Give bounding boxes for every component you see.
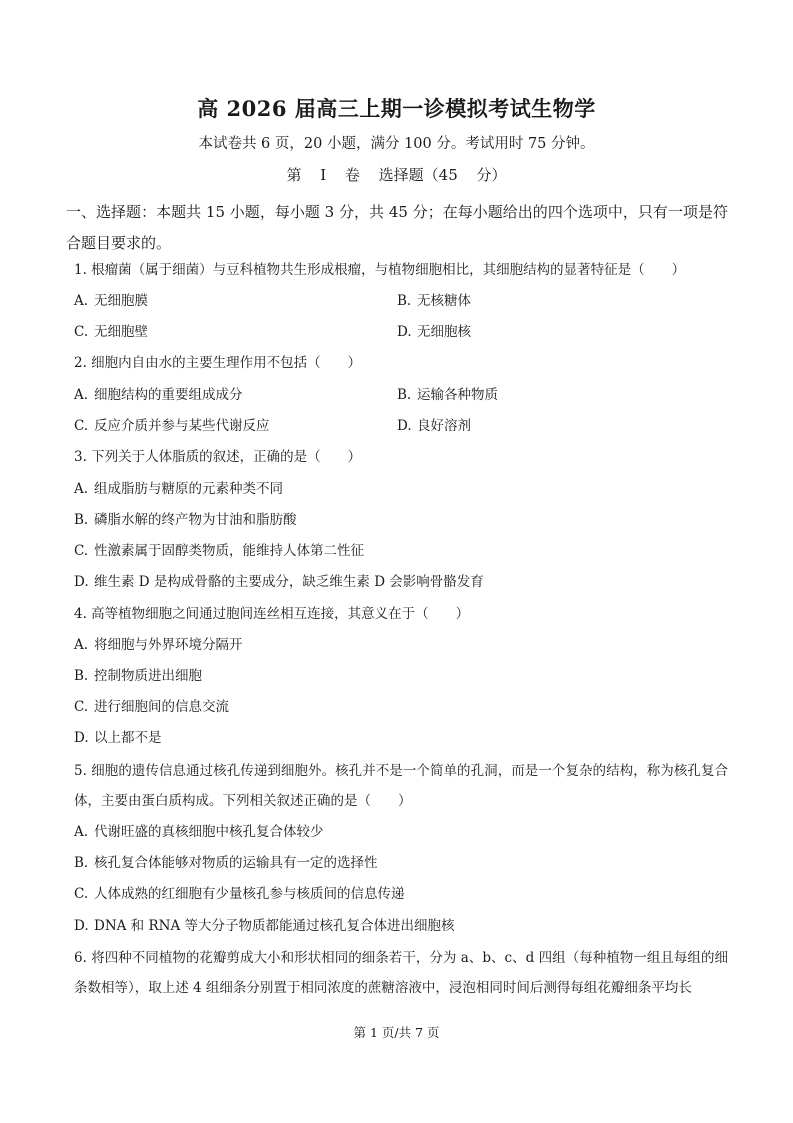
question-2-option-a (74, 386, 243, 405)
option-text: 磷脂水解的终产物为甘油和脂肪酸 (94, 512, 297, 528)
option-letter: D. (74, 574, 89, 590)
option-letter: B. (74, 855, 89, 871)
option-text: 无细胞膜 (94, 293, 148, 309)
question-3-option-b (74, 511, 297, 530)
option-text: 代谢旺盛的真核细胞中核孔复合体较少 (94, 824, 324, 840)
option-text: 无细胞壁 (94, 324, 148, 340)
question-2-option-c (74, 417, 270, 436)
option-letter: D. (397, 418, 412, 434)
option-letter: D. (74, 730, 89, 746)
option-text: 进行细胞间的信息交流 (94, 699, 229, 715)
question-2-stem: 2. 细胞内自由水的主要生理作用不包括（ ） (74, 355, 362, 371)
option-text: 以上都不是 (94, 730, 162, 746)
option-letter: B. (74, 512, 89, 528)
option-text: 无核糖体 (417, 293, 471, 309)
option-letter: A. (74, 824, 89, 840)
option-letter: C. (74, 886, 89, 902)
question-4-option-d (74, 729, 162, 748)
option-letter: B. (397, 293, 412, 309)
question-5-option-c (74, 885, 405, 904)
option-text: 反应介质并参与某些代谢反应 (94, 418, 270, 434)
option-letter: D. (397, 324, 412, 340)
question-1-stem: 1. 根瘤菌（属于细菌）与豆科植物共生形成根瘤，与植物细胞相比，其细胞结构的显著特征是（ ） (74, 262, 686, 278)
question-5-option-d (74, 917, 455, 936)
question-1-option-d (397, 323, 471, 342)
question-4-stem: 4. 高等植物细胞之间通过胞间连丝相互连接，其意义在于（ ） (74, 606, 470, 622)
question-6-stem: 6. 将四种不同植物的花瓣剪成大小和形状相同的细条若干，分为 a、b、c、d 四组（每种植物一组且每组的细条数相等），取上述 4 组细条分别置于相同浓度的蔗糖溶液中，浸泡相同时间后测得每组花瓣细条平均长 (74, 950, 728, 996)
question-2-option-d (397, 417, 471, 436)
question-5-option-b (74, 854, 378, 873)
question-1-option-c (74, 323, 148, 342)
option-text: 组成脂肪与糖原的元素种类不同 (94, 481, 283, 497)
question-4-option-a (74, 636, 243, 655)
option-letter: C. (74, 418, 89, 434)
option-letter: C. (74, 699, 89, 715)
option-text: DNA 和 RNA 等大分子物质都能通过核孔复合体进出细胞核 (94, 918, 455, 934)
option-text: 核孔复合体能够对物质的运输具有一定的选择性 (94, 855, 378, 871)
question-5-option-a (74, 823, 324, 842)
option-letter: B. (74, 668, 89, 684)
option-text: 维生素 D 是构成骨骼的主要成分，缺乏维生素 D 会影响骨骼发育 (94, 574, 484, 590)
page-number: 第 1 页/共 7 页 (353, 1025, 440, 1040)
question-2-option-b (397, 386, 498, 405)
question-1-option-a (74, 292, 148, 311)
option-text: 运输各种物质 (417, 387, 498, 403)
option-letter: B. (397, 387, 412, 403)
question-5-stem: 5. 细胞的遗传信息通过核孔传递到细胞外。核孔并不是一个简单的孔洞，而是一个复杂的结构，称为核孔复合体，主要由蛋白质构成。下列相关叙述正确的是（ ） (74, 763, 728, 809)
question-3-stem: 3. 下列关于人体脂质的叙述，正确的是（ ） (74, 449, 362, 465)
option-letter: A. (74, 387, 89, 403)
question-3-option-a (74, 480, 283, 499)
question-4-option-b (74, 667, 202, 686)
question-4-option-c (74, 698, 229, 717)
option-letter: C. (74, 543, 89, 559)
option-text: 控制物质进出细胞 (94, 668, 202, 684)
option-text: 人体成熟的红细胞有少量核孔参与核质间的信息传递 (94, 886, 405, 902)
exam-subtitle: 本试卷共 6 页，20 小题，满分 100 分。考试用时 75 分钟。 (198, 136, 595, 152)
question-3-option-c (74, 542, 364, 561)
option-text: 良好溶剂 (417, 418, 471, 434)
option-text: 细胞结构的重要组成成分 (94, 387, 243, 403)
option-text: 将细胞与外界环境分隔开 (94, 637, 243, 653)
option-letter: A. (74, 637, 89, 653)
section-instructions: 一、选择题：本题共 15 小题，每小题 3 分，共 45 分；在每小题给出的四个选项中，只有一项是符合题目要求的。 (66, 203, 728, 252)
option-text: 性激素属于固醇类物质，能维持人体第二性征 (94, 543, 364, 559)
exam-title: 高 2026 届高三上期一诊模拟考试生物学 (197, 96, 596, 121)
option-letter: C. (74, 324, 89, 340)
question-3-option-d (74, 573, 484, 592)
option-letter: A. (74, 293, 89, 309)
option-letter: D. (74, 918, 89, 934)
option-text: 无细胞核 (417, 324, 471, 340)
question-1-option-b (397, 292, 471, 311)
option-letter: A. (74, 481, 89, 497)
volume-heading: 第 I 卷 选择题（45 分） (286, 166, 507, 184)
